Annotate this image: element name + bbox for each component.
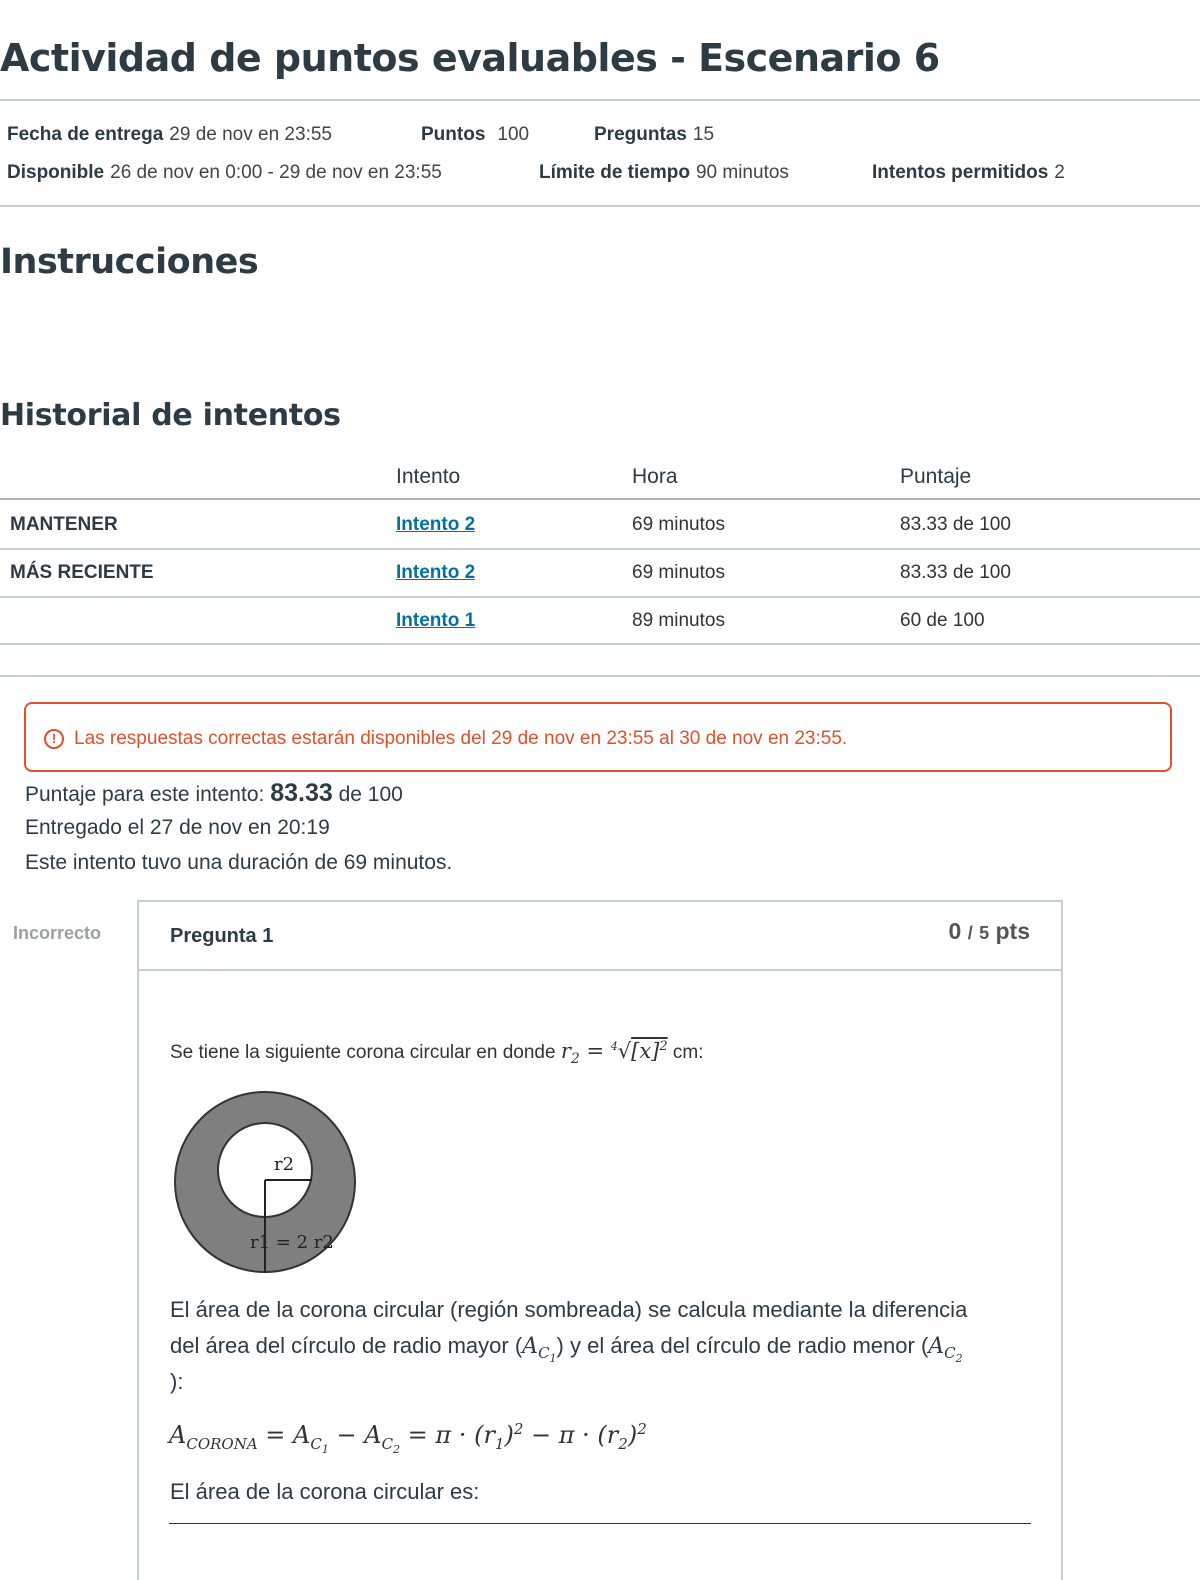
instructions-heading: Instrucciones: [0, 242, 259, 282]
paragraph-line-3: ):: [170, 1369, 184, 1394]
attempt-link[interactable]: Intento 2: [396, 514, 476, 535]
row-label-latest: MÁS RECIENTE: [10, 562, 154, 583]
column-header-attempt: Intento: [396, 465, 461, 488]
row-divider: [0, 643, 1200, 645]
question-title: Pregunta 1: [170, 925, 274, 947]
attempt-duration: Este intento tuvo una duración de 69 minutos.: [25, 851, 453, 874]
divider: [0, 99, 1200, 101]
page-title: Actividad de puntos evaluables - Escenario 6: [0, 36, 940, 80]
attempt-link[interactable]: Intento 1: [396, 610, 476, 631]
column-header-score: Puntaje: [900, 465, 972, 488]
table-row: [396, 514, 475, 536]
history-heading: Historial de intentos: [0, 398, 341, 433]
table-row: [396, 610, 475, 632]
r2-formula: $r_2 = ^4√[x]^2$: [560, 1039, 668, 1068]
ac1-symbol: $A_{C_1}$: [522, 1334, 557, 1366]
row-score: 60 de 100: [900, 610, 985, 631]
allowed-attempts-info: Intentos permitidos 2: [872, 162, 1065, 183]
column-header-time: Hora: [632, 465, 678, 488]
row-time: 69 minutos: [632, 562, 725, 583]
submitted-date: Entregado el 27 de nov en 20:19: [25, 816, 330, 839]
row-time: 69 minutos: [632, 514, 725, 535]
answer-prompt: El área de la corona circular es:: [170, 1479, 480, 1504]
divider: [0, 205, 1200, 207]
attempt-link[interactable]: Intento 2: [396, 562, 476, 583]
ac2-symbol: $A_{C_2}$: [928, 1334, 963, 1366]
time-limit-info: Límite de tiempo 90 minutos: [539, 162, 789, 183]
row-score: 83.33 de 100: [900, 514, 1011, 535]
row-divider: [0, 596, 1200, 598]
figure-label-r2: r2: [274, 1154, 295, 1175]
paragraph-line-2: del área del círculo de radio mayor $(A_{C_1})$ y el área del círculo de radio menor ($A_{C_2}$: [170, 1333, 963, 1366]
question-status: Incorrecto: [13, 923, 102, 943]
question-intro: Se tiene la siguiente corona circular en donde $r_2 = ^4√[x]^2$ cm:: [170, 1039, 704, 1068]
row-divider: [0, 548, 1200, 550]
annulus-figure: [171, 1090, 359, 1278]
question-points: 0 / 5 pts: [948, 918, 1030, 944]
paragraph-line-1: El área de la corona circular (región sombreada) se calcula mediante la diferencia: [170, 1297, 968, 1322]
table-header-divider: [0, 498, 1200, 500]
answer-divider: [169, 1523, 1031, 1524]
section-divider: [0, 675, 1200, 677]
availability-info: Disponible 26 de nov en 0:00 - 29 de nov en 23:55: [7, 162, 442, 183]
due-date: Fecha de entrega 29 de nov en 23:55: [7, 124, 332, 145]
row-label-keep: MANTENER: [10, 514, 118, 535]
questions-info: Preguntas 15: [594, 124, 715, 145]
question-card: [137, 900, 1063, 1580]
points-info: Puntos 100: [421, 124, 530, 145]
figure-label-r1: r1 = 2 r2: [250, 1232, 334, 1253]
correct-answers-alert: [24, 702, 1172, 772]
corona-area-formula: $A_{CORONA} = A_{C_1} - A_{C_2} = \pi \cdot (r_1)^2 - \pi \cdot (r_2)^2$: [169, 1420, 647, 1456]
row-time: 89 minutos: [632, 610, 725, 631]
exclamation-circle-icon: !: [44, 729, 64, 749]
question-header: [139, 902, 1061, 971]
table-row: [396, 562, 475, 584]
row-score: 83.33 de 100: [900, 562, 1011, 583]
attempt-score: Puntaje para este intento: 83.33 de 100: [25, 779, 403, 807]
alert-message: Las respuestas correctas estarán disponibles del 29 de nov en 23:55 al 30 de nov en 23:55.: [74, 728, 848, 749]
